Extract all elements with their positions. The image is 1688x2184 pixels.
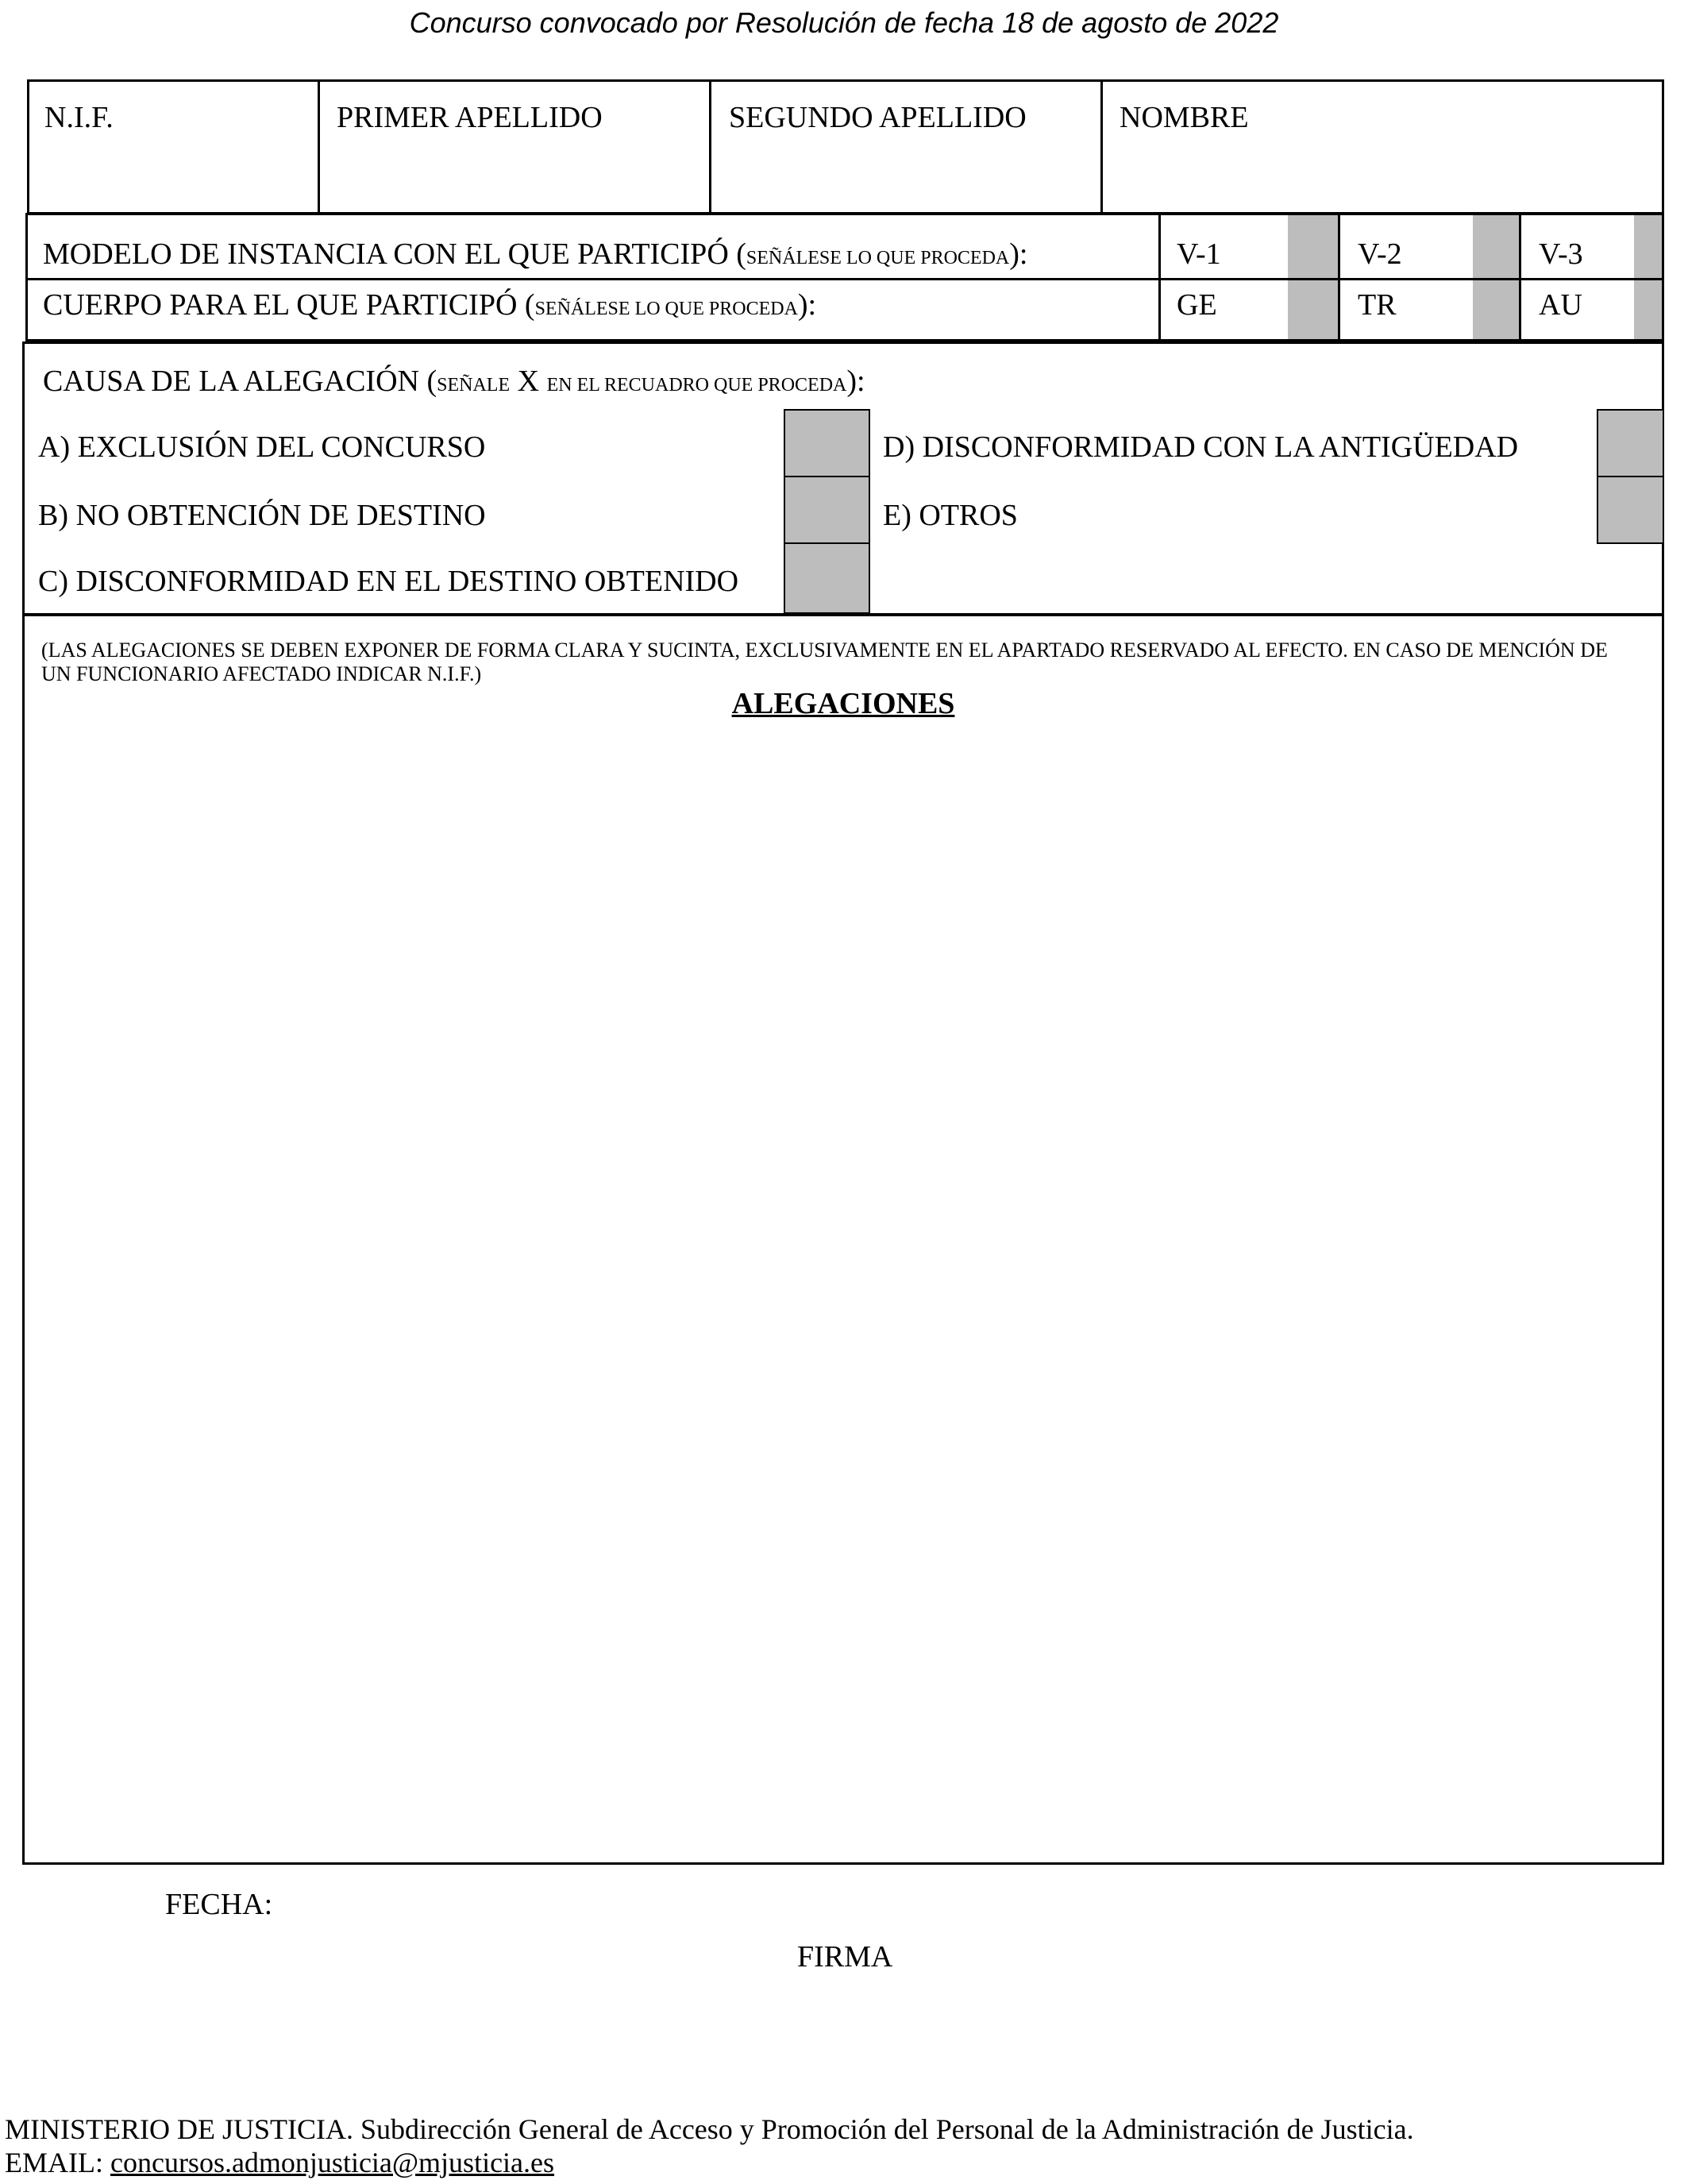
cuerpo-option-au: AU [1539,288,1582,322]
options-divider [1519,213,1521,341]
causa-label: CAUSA DE LA ALEGACIÓN (SEÑALE X EN EL RECUADRO QUE PROCEDA): [43,365,865,398]
modelo-checkbox-v2[interactable] [1473,215,1519,278]
modelo-label: MODELO DE INSTANCIA CON EL QUE PARTICIPÓ (SEÑÁLESE LO QUE PROCEDA): [43,237,1028,271]
alegaciones-title: ALEGACIONES [731,687,955,720]
footer-email-link[interactable]: concursos.admonjusticia@mjusticia.es [110,2147,555,2178]
causa-option-e: E) OTROS [883,499,1018,532]
identity-divider [1100,79,1103,213]
page-title: Concurso convocado por Resolución de fecha 18 de agosto de 2022 [409,6,1279,39]
nif-label: N.I.F. [44,101,114,134]
identity-divider [318,79,320,213]
nombre-label: NOMBRE [1120,101,1249,134]
causa-checkbox-e[interactable] [1597,476,1664,544]
modelo-option-v2: V-2 [1358,237,1402,271]
causa-checkbox-a[interactable] [784,409,870,477]
causa-option-b: B) NO OBTENCIÓN DE DESTINO [38,499,486,532]
modelo-checkbox-v3[interactable] [1634,215,1662,278]
footer-email-line [5,2146,554,2179]
cuerpo-checkbox-tr[interactable] [1473,280,1519,339]
fecha-label: FECHA: [165,1888,273,1921]
footer-ministry: MINISTERIO DE JUSTICIA. Subdirección General de Acceso y Promoción del Personal de la Administración de Justicia. [5,2113,1414,2145]
primer-apellido-label: PRIMER APELLIDO [337,101,603,134]
identity-divider [709,79,711,213]
alegaciones-note: (LAS ALEGACIONES SE DEBEN EXPONER DE FORMA CLARA Y SUCINTA, EXCLUSIVAMENTE EN EL APARTADO RESERVADO AL EFECTO. EN CASO DE MENCIÓN DE UN FUNCIONARIO AFECTADO INDICAR N.I.F.) [41,639,1608,685]
causa-option-a: A) EXCLUSIÓN DEL CONCURSO [38,430,486,464]
causa-checkbox-b[interactable] [784,476,870,544]
cuerpo-option-tr: TR [1358,288,1397,322]
cuerpo-checkbox-ge[interactable] [1288,280,1338,339]
alegaciones-textarea[interactable] [35,731,1655,1854]
modelo-option-v3: V-3 [1539,237,1583,271]
cuerpo-label: CUERPO PARA EL QUE PARTICIPÓ (SEÑÁLESE LO QUE PROCEDA): [43,288,817,322]
segundo-apellido-label: SEGUNDO APELLIDO [729,101,1027,134]
modelo-option-v1: V-1 [1177,237,1221,271]
footer-email-label: EMAIL: [5,2147,110,2178]
modelo-cuerpo-divider [25,278,1664,280]
causa-checkbox-d[interactable] [1597,409,1664,477]
options-divider [1158,213,1161,341]
causa-option-c: C) DISCONFORMIDAD EN EL DESTINO OBTENIDO [38,565,739,598]
causa-checkbox-c[interactable] [784,542,870,614]
cuerpo-option-ge: GE [1177,288,1217,322]
options-divider [1338,213,1340,341]
causa-option-d: D) DISCONFORMIDAD CON LA ANTIGÜEDAD [883,430,1519,464]
modelo-checkbox-v1[interactable] [1288,215,1338,278]
cuerpo-checkbox-au[interactable] [1634,280,1662,339]
firma-label: FIRMA [797,1940,893,1974]
